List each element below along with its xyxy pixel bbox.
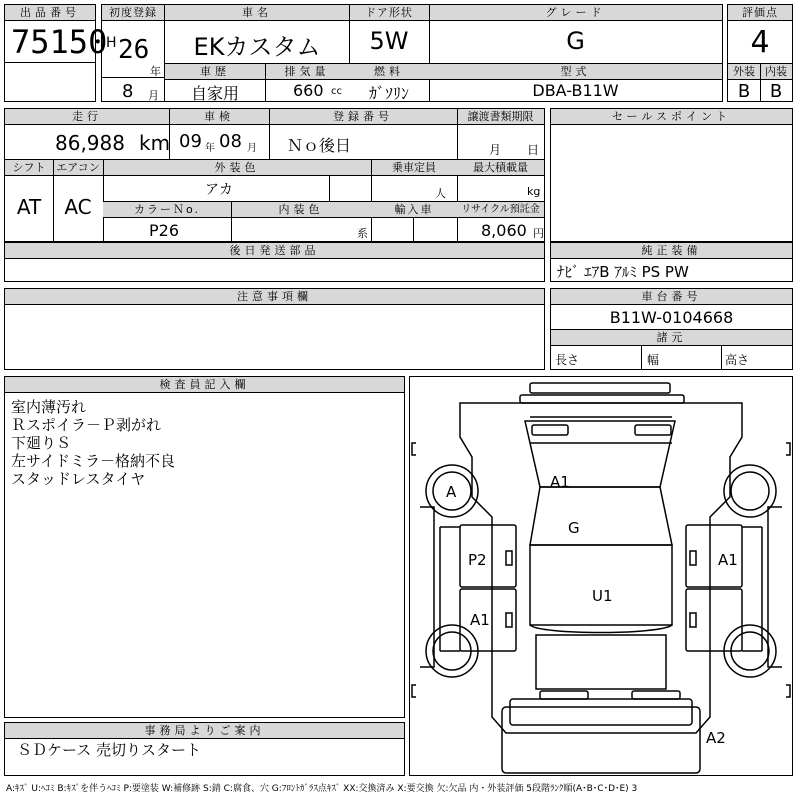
shift-label: シフト: [5, 160, 53, 176]
chassis-label: 車台番号: [551, 289, 792, 305]
specs-label: 諸元: [551, 329, 792, 346]
insp-month: 08: [219, 131, 242, 152]
first-reg-label: 初度登録: [102, 5, 164, 21]
notes-label: 注意事項欄: [5, 289, 544, 305]
door-label: ドア形状: [349, 5, 429, 21]
door-type: 5W: [369, 27, 409, 55]
sales-points-box: [550, 108, 793, 242]
ext-color-label: 外装色: [103, 160, 371, 176]
car-name: EKカスタム: [193, 33, 321, 61]
ext-color: アカ: [205, 182, 233, 198]
car-diagram-box: [409, 376, 793, 776]
office-box: [4, 722, 405, 776]
transfer-label: 譲渡書類期限: [457, 109, 544, 125]
color-no: P26: [149, 221, 180, 240]
mark-left-rear-door: A1: [470, 611, 490, 629]
reg-year-unit: 年: [150, 65, 161, 78]
plate-label: 登録番号: [269, 109, 457, 125]
mark-center-floor: U1: [592, 587, 613, 605]
width-label: 幅: [647, 353, 660, 367]
reg-month: 8: [122, 81, 134, 102]
int-color-unit: 系: [357, 227, 368, 240]
first-registration-box: [101, 4, 165, 102]
score-box: [727, 4, 793, 102]
lot-number-box: [4, 4, 108, 63]
fuel-label: 燃料: [349, 64, 429, 80]
mark-right-front-door: A1: [718, 551, 738, 569]
inspection-label: 車検: [169, 109, 269, 125]
insp-year: 09: [179, 131, 202, 152]
score: 4: [750, 25, 770, 60]
vehicle-info-box: [164, 4, 723, 102]
history: 自家用: [190, 84, 239, 103]
displacement-unit: cc: [331, 86, 342, 97]
interior-score: B: [769, 81, 783, 102]
chassis-number: B11W-0104668: [609, 308, 734, 327]
equipment-label: 純正装備: [551, 243, 792, 259]
inspector-note: 室内薄汚れ: [11, 398, 87, 416]
mark-glass: G: [568, 519, 580, 537]
mileage-unit: km: [139, 131, 171, 155]
inspector-note: スタッドレスタイヤ: [11, 470, 146, 488]
exterior-score: B: [737, 81, 751, 102]
reg-year: 26: [118, 35, 150, 65]
car-diagram: [410, 377, 792, 775]
insp-year-unit: 年: [205, 143, 215, 154]
grade-label: グレード: [429, 5, 722, 21]
car-name-label: 車名: [165, 5, 349, 21]
recycle-label: リサイクル預託金: [457, 202, 544, 218]
later-parts-label: 後日発送部品: [5, 243, 544, 259]
ac-label: エアコン: [53, 160, 103, 176]
later-parts-box: [4, 242, 545, 282]
office-note: ＳＤケース 売切りスタート: [17, 741, 202, 759]
office-label: 事務局よりご案内: [5, 723, 404, 739]
mark-left-wheel: A: [446, 483, 457, 501]
length-label: 長さ: [555, 353, 580, 367]
displacement: 660: [293, 81, 324, 100]
inspector-note: Ｒスポイラ－Ｐ剥がれ: [11, 416, 162, 434]
inspector-label: 検査員記入欄: [5, 377, 404, 393]
inspector-note: 下廻りＳ: [11, 434, 72, 452]
transfer-month: 月: [489, 143, 502, 157]
plate-number: Ｎｏ後日: [287, 136, 352, 155]
displacement-label: 排気量: [265, 64, 349, 80]
height-label: 高さ: [725, 353, 750, 367]
inspector-note: 左サイドミラ－格納不良: [11, 452, 175, 470]
model-label: 型式: [429, 64, 722, 80]
fuel: ｶﾞｿﾘﾝ: [368, 84, 409, 103]
reg-month-unit: 月: [148, 89, 159, 102]
import-label: 輸入車: [371, 202, 457, 218]
score-label: 評価点: [728, 5, 792, 21]
lot-number: 75150: [11, 23, 108, 61]
notes-box: [4, 288, 545, 370]
int-color-label: 内装色: [231, 202, 371, 218]
insp-month-unit: 月: [247, 143, 257, 154]
era: H: [106, 35, 117, 51]
lot-number-label: 出品番号: [5, 5, 95, 21]
load-unit: kg: [527, 185, 541, 198]
mark-roof: A1: [550, 473, 570, 491]
details-box: [4, 108, 545, 242]
chassis-box: [550, 288, 793, 370]
grade: G: [566, 27, 585, 55]
model: DBA-B11W: [532, 81, 619, 100]
inspector-box: [4, 376, 405, 718]
mileage-label: 走行: [5, 109, 169, 125]
load-label: 最大積載量: [457, 160, 544, 176]
shift: AT: [16, 195, 42, 219]
equipment: ﾅﾋﾞ ｴｱB ｱﾙﾐ PS PW: [557, 263, 689, 281]
recycle-amount: 8,060: [481, 221, 527, 240]
mileage: 86,988: [55, 131, 125, 155]
exterior-label: 外装: [728, 64, 760, 80]
interior-label: 内装: [760, 64, 792, 80]
ac: AC: [64, 195, 92, 219]
legend: A:ｷｽﾞ U:ﾍｺﾐ B:ｷｽﾞを伴うﾍｺﾐ P:要塗装 W:補修跡 S:錆 C:腐食、穴 G:ﾌﾛﾝﾄｶﾞﾗｽ点ｷｽﾞ XX:交換済み X:要交換 欠:欠品 内・外装評価 5段階ﾗﾝｸ順(A･B･C･D･E) 3: [6, 784, 638, 794]
mark-left-front-door: P2: [468, 551, 487, 569]
history-label: 車歴: [165, 64, 265, 80]
mark-rear-bumper: A2: [706, 729, 726, 747]
color-no-label: カラーＮo.: [103, 202, 231, 218]
lot-blank: [4, 62, 96, 102]
recycle-unit: 円: [533, 227, 544, 240]
capacity-unit: 人: [435, 187, 446, 200]
equipment-box: [550, 242, 793, 282]
capacity-label: 乗車定員: [371, 160, 457, 176]
transfer-day: 日: [527, 143, 540, 157]
sales-points-label: セールスポイント: [551, 109, 792, 125]
